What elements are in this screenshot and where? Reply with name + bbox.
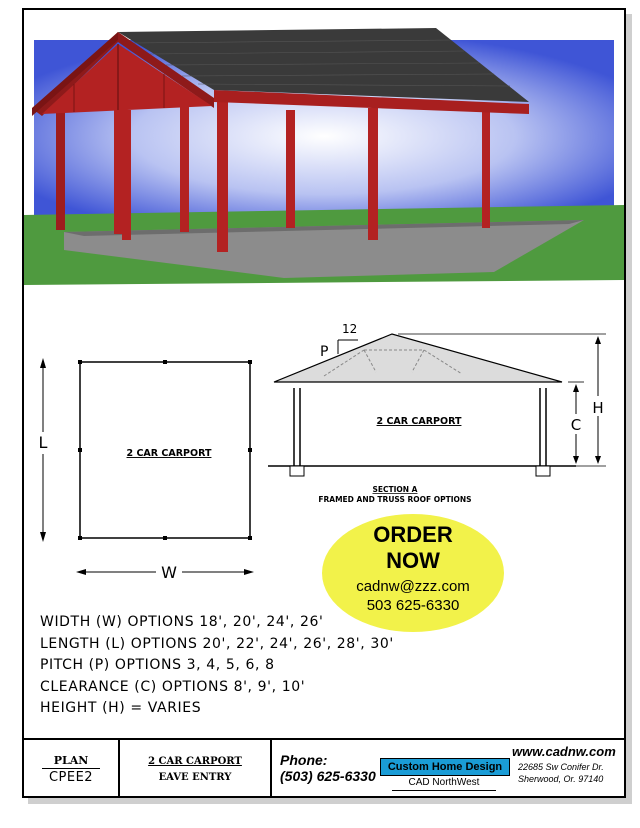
- description-line2: EAVE ENTRY: [158, 772, 232, 783]
- pitch-label: P: [320, 344, 329, 360]
- width-options: WIDTH (W) OPTIONS 18', 20', 24', 26': [40, 614, 324, 630]
- height-options: HEIGHT (H) = VARIES: [40, 700, 202, 716]
- phone-number[interactable]: (503) 625-6330: [280, 768, 376, 784]
- sheet-shadow-bottom: [28, 798, 632, 804]
- length-label: L: [38, 433, 48, 452]
- section-label: 2 CAR CARPORT: [376, 416, 462, 427]
- address-line1: 22685 Sw Conifer Dr.: [518, 762, 604, 772]
- pitch-run-label: 12: [342, 322, 358, 336]
- section-caption-title: SECTION A: [372, 485, 418, 494]
- plan-number: CPEE2: [48, 770, 94, 785]
- description-cell: [120, 740, 272, 798]
- plan-label: 2 CAR CARPORT: [126, 448, 212, 459]
- pitch-options: PITCH (P) OPTIONS 3, 4, 5, 6, 8: [40, 657, 275, 673]
- address-line2: Sherwood, Or. 97140: [518, 774, 604, 784]
- logo-bottom-text: CAD NorthWest: [392, 776, 496, 791]
- rear-post: [180, 106, 189, 232]
- section-caption-subtitle: FRAMED AND TRUSS ROOF OPTIONS: [318, 495, 472, 504]
- height-label: H: [592, 399, 604, 417]
- front-post: [56, 110, 65, 230]
- rear-post: [286, 110, 295, 228]
- sheet-shadow-right: [626, 14, 632, 804]
- clearance-label: C: [570, 416, 582, 434]
- phone-label: Phone:: [280, 752, 328, 768]
- plan-number-cell: [24, 740, 120, 798]
- rear-post: [114, 106, 123, 234]
- clearance-options: CLEARANCE (C) OPTIONS 8', 9', 10': [40, 678, 306, 695]
- length-options: LENGTH (L) OPTIONS 20', 22', 24', 26', 28', 30': [40, 635, 394, 652]
- carport-rendering: [24, 10, 624, 305]
- description-line1: 2 CAR CARPORT: [148, 756, 242, 767]
- width-label: W: [161, 563, 177, 582]
- order-line1: ORDER: [373, 522, 453, 547]
- logo-top-text: Custom Home Design: [380, 758, 510, 776]
- roof-truss-section: [274, 334, 562, 382]
- order-line2: NOW: [386, 548, 440, 573]
- plan-heading: PLAN: [53, 754, 89, 767]
- front-post: [217, 102, 228, 252]
- size-options-list: [40, 612, 480, 720]
- front-post: [122, 110, 131, 240]
- order-email[interactable]: cadnw@zzz.com: [356, 578, 470, 595]
- rear-post: [482, 110, 490, 228]
- order-phone[interactable]: 503 625-6330: [366, 597, 460, 614]
- front-post: [368, 108, 378, 240]
- company-logo: [380, 758, 510, 792]
- title-block: [24, 738, 624, 798]
- website-link[interactable]: www.cadnw.com: [512, 744, 616, 759]
